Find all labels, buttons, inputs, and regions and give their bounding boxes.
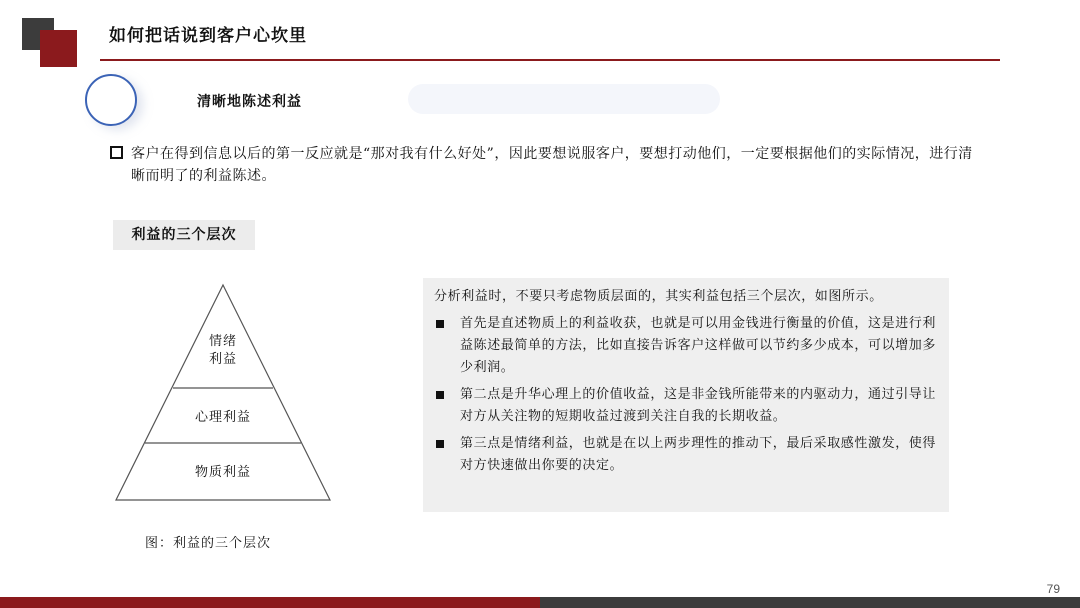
pyramid-level-material: 物质利益 [194, 465, 251, 480]
pyramid-level-emotional [200, 333, 246, 369]
figure-caption: 图：利益的三个层次 [145, 536, 272, 551]
levels-label: 利益的三个层次 [113, 220, 255, 250]
slide-title: 如何把话说到客户心坎里 [109, 26, 307, 46]
analysis-intro: 分析利益时，不要只考虑物质层面的，其实利益包括三个层次，如图所示。 [434, 289, 883, 304]
page-number: 79 [1046, 582, 1060, 596]
section-heading: 清晰地陈述利益 [197, 94, 302, 110]
analysis-point-text: 首先是直述物质上的利益收获，也就是可以用金钱进行衡量的价值，这是进行利益陈述最简单的方法，比如直接告诉客户这样做可以节约多少成本，可以增加多少利润。 [460, 316, 937, 375]
analysis-point-text: 第三点是情绪利益，也就是在以上两步理性的推动下，最后采取感性激发，使得对方快速做出你要的决定。 [460, 436, 937, 473]
analysis-point [434, 313, 937, 379]
footer-bar-red [0, 597, 540, 608]
pyramid-level-psychological: 心理利益 [194, 410, 251, 425]
analysis-point [434, 384, 937, 428]
pyramid-top-line2: 利益 [208, 352, 237, 367]
square-bullet-icon [436, 320, 444, 328]
square-bullet-icon [436, 391, 444, 399]
analysis-point [434, 433, 937, 477]
intro-paragraph: 客户在得到信息以后的第一反应就是“那对我有什么好处”，因此要想说服客户，要想打动他们，一定要根据他们的实际情况，进行清晰而明了的利益陈述。 [131, 146, 973, 184]
analysis-panel [423, 278, 949, 512]
footer-bar-dark [540, 597, 1080, 608]
square-bullet-icon [436, 440, 444, 448]
pyramid-top-line1: 情绪 [208, 334, 237, 349]
analysis-point-text: 第二点是升华心理上的价值收益，这是非金钱所能带来的内驱动力，通过引导让对方从关注物的短期收益过渡到关注自我的长期收益。 [460, 387, 937, 424]
